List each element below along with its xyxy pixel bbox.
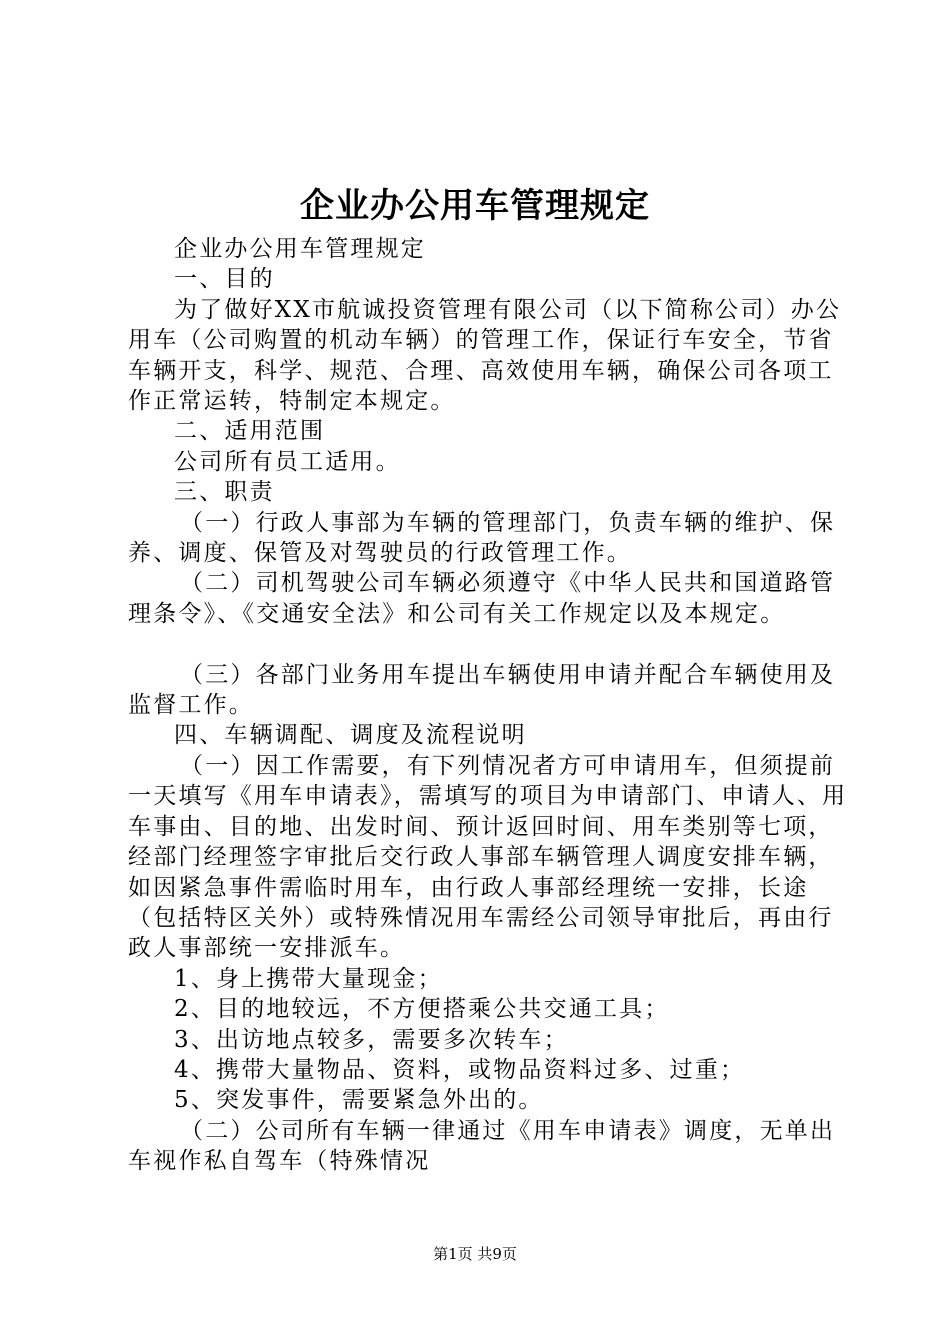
paragraph-scope: 公司所有员工适用。 <box>174 448 401 475</box>
paragraph-duty-3: （三）各部门业务用车提出车辆使用申请并配合车辆使用及监督工作。 <box>128 661 836 719</box>
document-title: 企业办公用车管理规定 <box>300 186 650 226</box>
paragraph-dispatch-1: （一）因工作需要，有下列情况者方可申请用车，但须提前一天填写《用车申请表》，需填写的项目为申请部门、申请人、用车事由、目的地、出发时间、预计返回时间、用车类别等七项，经部门经理签字审批后交行政人事部车辆管理人调度安排车辆，如因紧急事件需临时用车，由行政人事部经理统一安排，长途（包括特区关外）或特殊情况用车需经公司领导审批后，再由行政人事部统一安排派车。 <box>128 752 848 962</box>
paragraph-duty-1: （一）行政人事部为车辆的管理部门，负责车辆的维护、保养、调度、保管及对驾驶员的行政管理工作。 <box>128 509 836 567</box>
section-heading-scope: 二、适用范围 <box>174 418 326 445</box>
list-item: 4、携带大量物品、资料，或物品资料过多、过重； <box>174 1056 746 1083</box>
list-item: 2、目的地较远，不方便搭乘公共交通工具； <box>174 996 670 1023</box>
paragraph-dispatch-2: （二）公司所有车辆一律通过《用车申请表》调度，无单出车视作私自驾车（特殊情况 <box>128 1117 836 1175</box>
blank-line <box>128 629 848 659</box>
paragraph-subtitle: 企业办公用车管理规定 <box>174 236 426 262</box>
section-heading-duties: 三、职责 <box>174 479 275 506</box>
document-body <box>128 234 848 1177</box>
paragraph-duty-2: （二）司机驾驶公司车辆必须遵守《中华人民共和国道路管理条令》、《交通安全法》和公司有关工作规定以及本规定。 <box>128 570 836 627</box>
section-heading-purpose: 一、目的 <box>174 266 275 293</box>
list-item: 3、出访地点较多，需要多次转车； <box>174 1026 569 1053</box>
section-heading-dispatch: 四、车辆调配、调度及流程说明 <box>174 722 527 749</box>
page-footer: 第1页 共9页 <box>433 1245 517 1263</box>
list-item: 1、身上携带大量现金； <box>174 965 443 992</box>
list-item: 5、突发事件，需要紧急外出的。 <box>174 1087 544 1114</box>
paragraph-purpose: 为了做好XX市航诚投资管理有限公司（以下简称公司）办公用车（公司购置的机动车辆）的管理工作，保证行车安全，节省车辆开支，科学、规范、合理、高效使用车辆，确保公司各项工作正常运转，特制定本规定。 <box>128 296 842 415</box>
